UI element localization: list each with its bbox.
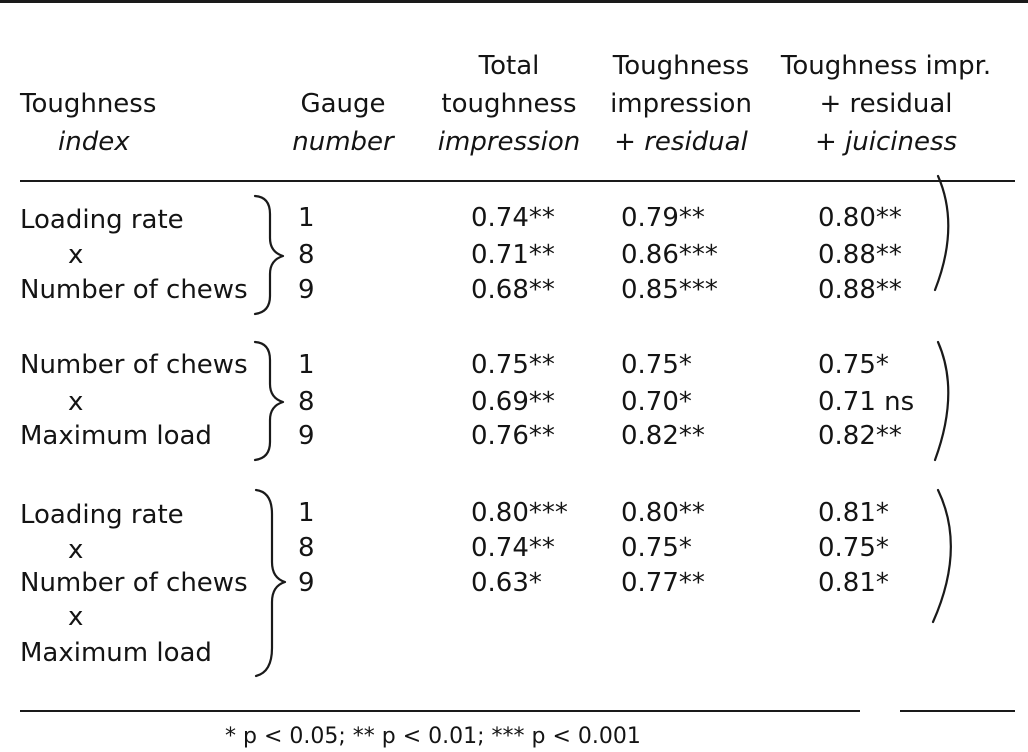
- header-total-line2: toughness: [441, 89, 577, 119]
- g3-r2-juicy: 0.75*: [818, 533, 889, 563]
- g3-r2-resid: 0.75*: [621, 533, 692, 563]
- header-juicy-line2: + residual: [819, 89, 953, 119]
- g2-r1-resid: 0.75*: [621, 350, 692, 380]
- header-resid-line3: + residual: [614, 127, 748, 157]
- g2-r2-juicy: 0.71 ns: [818, 387, 915, 417]
- group3-label-line2: x: [68, 535, 84, 565]
- g2-r3-resid: 0.82**: [621, 421, 705, 451]
- header-juicy-line1: Toughness impr.: [780, 51, 992, 81]
- g1-r1-juicy: 0.80**: [818, 203, 902, 233]
- group3-label-line5: Maximum load: [20, 638, 212, 668]
- g2-r3-gauge: 9: [298, 421, 315, 451]
- bottom-rule-right: [900, 710, 1015, 712]
- g3-r2-total: 0.74**: [471, 533, 555, 563]
- header-juicy-line3: + juiciness: [814, 127, 958, 157]
- g1-r1-resid: 0.79**: [621, 203, 705, 233]
- g3-r1-resid: 0.80**: [621, 498, 705, 528]
- g3-r3-total: 0.63*: [471, 568, 542, 598]
- group1-label-line2: x: [68, 240, 84, 270]
- group1-label-line1: Loading rate: [20, 205, 184, 235]
- footer-text: * p < 0.05; ** p < 0.01; *** p < 0.001: [225, 724, 641, 749]
- g3-r3-resid: 0.77**: [621, 568, 705, 598]
- g1-r3-gauge: 9: [298, 275, 315, 305]
- header-gauge-line1: Gauge: [300, 89, 386, 119]
- g2-r3-juicy: 0.82**: [818, 421, 902, 451]
- group3-label-line1: Loading rate: [20, 500, 184, 530]
- g2-r2-resid: 0.70*: [621, 387, 692, 417]
- group3-label-line3: Number of chews: [20, 568, 248, 598]
- header-total-line1: Total: [478, 51, 540, 81]
- bottom-rule: [20, 710, 860, 712]
- group2-label-line3: Maximum load: [20, 421, 212, 451]
- g2-r1-juicy: 0.75*: [818, 350, 889, 380]
- g3-r3-gauge: 9: [298, 568, 315, 598]
- header-resid-line2: impression: [610, 89, 752, 119]
- g1-r2-total: 0.71**: [471, 240, 555, 270]
- g2-r1-gauge: 1: [298, 350, 315, 380]
- g2-r2-gauge: 8: [298, 387, 315, 417]
- g1-r1-total: 0.74**: [471, 203, 555, 233]
- g1-r3-juicy: 0.88**: [818, 275, 902, 305]
- group1-label-line3: Number of chews: [20, 275, 248, 305]
- g3-r3-juicy: 0.81*: [818, 568, 889, 598]
- g1-r2-gauge: 8: [298, 240, 315, 270]
- group2-label-line2: x: [68, 387, 84, 417]
- header-total-line3: impression: [437, 127, 581, 157]
- group2-label-line1: Number of chews: [20, 350, 248, 380]
- header-gauge-line2: number: [292, 127, 394, 157]
- g2-r1-total: 0.75**: [471, 350, 555, 380]
- header-index-line2: index: [58, 127, 130, 157]
- g3-r2-gauge: 8: [298, 533, 315, 563]
- g1-r1-gauge: 1: [298, 203, 315, 233]
- g3-r1-total: 0.80***: [471, 498, 568, 528]
- g1-r3-resid: 0.85***: [621, 275, 718, 305]
- g2-r2-total: 0.69**: [471, 387, 555, 417]
- g1-r2-juicy: 0.88**: [818, 240, 902, 270]
- header-resid-line1: Toughness: [612, 51, 750, 81]
- g1-r2-resid: 0.86***: [621, 240, 718, 270]
- g1-r3-total: 0.68**: [471, 275, 555, 305]
- g2-r3-total: 0.76**: [471, 421, 555, 451]
- g3-r1-juicy: 0.81*: [818, 498, 889, 528]
- group3-label-line4: x: [68, 602, 84, 632]
- g3-r1-gauge: 1: [298, 498, 315, 528]
- header-index-line1: Toughness: [20, 89, 157, 119]
